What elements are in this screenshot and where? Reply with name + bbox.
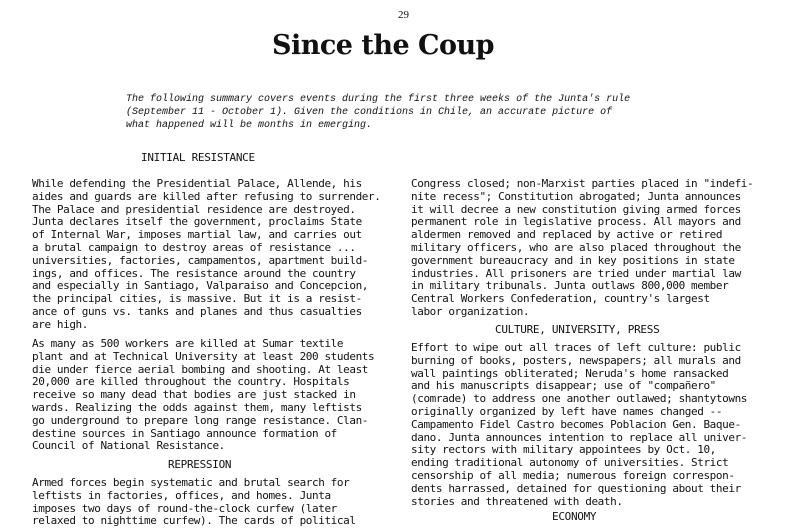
page-title: Since the Coup bbox=[271, 30, 495, 61]
intro-paragraph: The following summary covers events during the first three weeks of the Junta's rule (September 11 - October 1). Given the conditions in Chile, an accurate picture of what happened will be months in emerging. bbox=[126, 94, 631, 131]
left-paragraph-3: Armed forces begin systematic and brutal search for leftists in factories, offices, and homes. Junta imposes two days of round-the-clock curfew (later relaxed to nighttime curfew). The cards of political bbox=[32, 476, 356, 528]
heading-repression: REPRESSION bbox=[168, 458, 232, 471]
left-paragraph-1: While defending the Presidential Palace, Allende, his aides and guards are killed after refusing to surrender. The Palace and presidential residence are destroyed. Junta declares itself the government, proclaims State of Internal War, imposes martial law, and carries out a brutal campaign to destroy areas of resistance ... universities, factories, campamentos, apartment build- ings, and offices. The resistance around the country and especially in Santiago, Valparaiso and Concepcion, the principal cities, is massive. But it is a resist- ance of guns vs. tanks and planes and thus casualties are high. bbox=[32, 177, 381, 331]
heading-culture-university-press: CULTURE, UNIVERSITY, PRESS bbox=[495, 323, 660, 336]
heading-initial-resistance: INITIAL RESISTANCE bbox=[141, 151, 255, 164]
right-paragraph-2: Effort to wipe out all traces of left culture: public burning of books, posters, newspapers; all murals and wall paintings obliterated; Neruda's home ransacked and his manuscripts disappear; use of "compañero" (comrade) to address one another outlawed; shantytowns originally organized by left have names changed -- Campamento Fidel Castro becomes Poblacion Gen. Baque- dano. Junta announces intention to replace all univer- sity rectors with military appointees by Oct. 10, ending traditional autonomy of universities. Strict censorship of all media; numerous foreign correspon- dents harrassed, detained for questioning about their stories and threatened with death. bbox=[411, 341, 748, 508]
page-number: 29 bbox=[398, 9, 409, 21]
heading-economy: ECONOMY bbox=[552, 510, 597, 523]
right-paragraph-1: Congress closed; non-Marxist parties placed in "indefi- nite recess"; Constitution abrogated; Junta announces it will decree a new constitution giving armed forces permanent role in legislative process. All mayors and aldermen removed and replaced by active or retired military officers, who are also placed throughout the government bureaucracy and in key positions in state industries. All prisoners are tried under martial law in military tribunals. Junta outlaws 800,000 member Central Workers Confederation, country's largest labor organization. bbox=[411, 177, 754, 318]
left-paragraph-2: As many as 500 workers are killed at Sumar textile plant and at Technical University at least 200 students die under fierce aerial bombing and shooting. At least 20,000 are killed throughout the country. Hospitals receive so many dead that bodies are just stacked in wards. Realizing the odds against them, many leftists go underground to prepare long range resistance. Clan- destine sources in Santiago announce formation of Council of National Resistance. bbox=[32, 337, 375, 453]
